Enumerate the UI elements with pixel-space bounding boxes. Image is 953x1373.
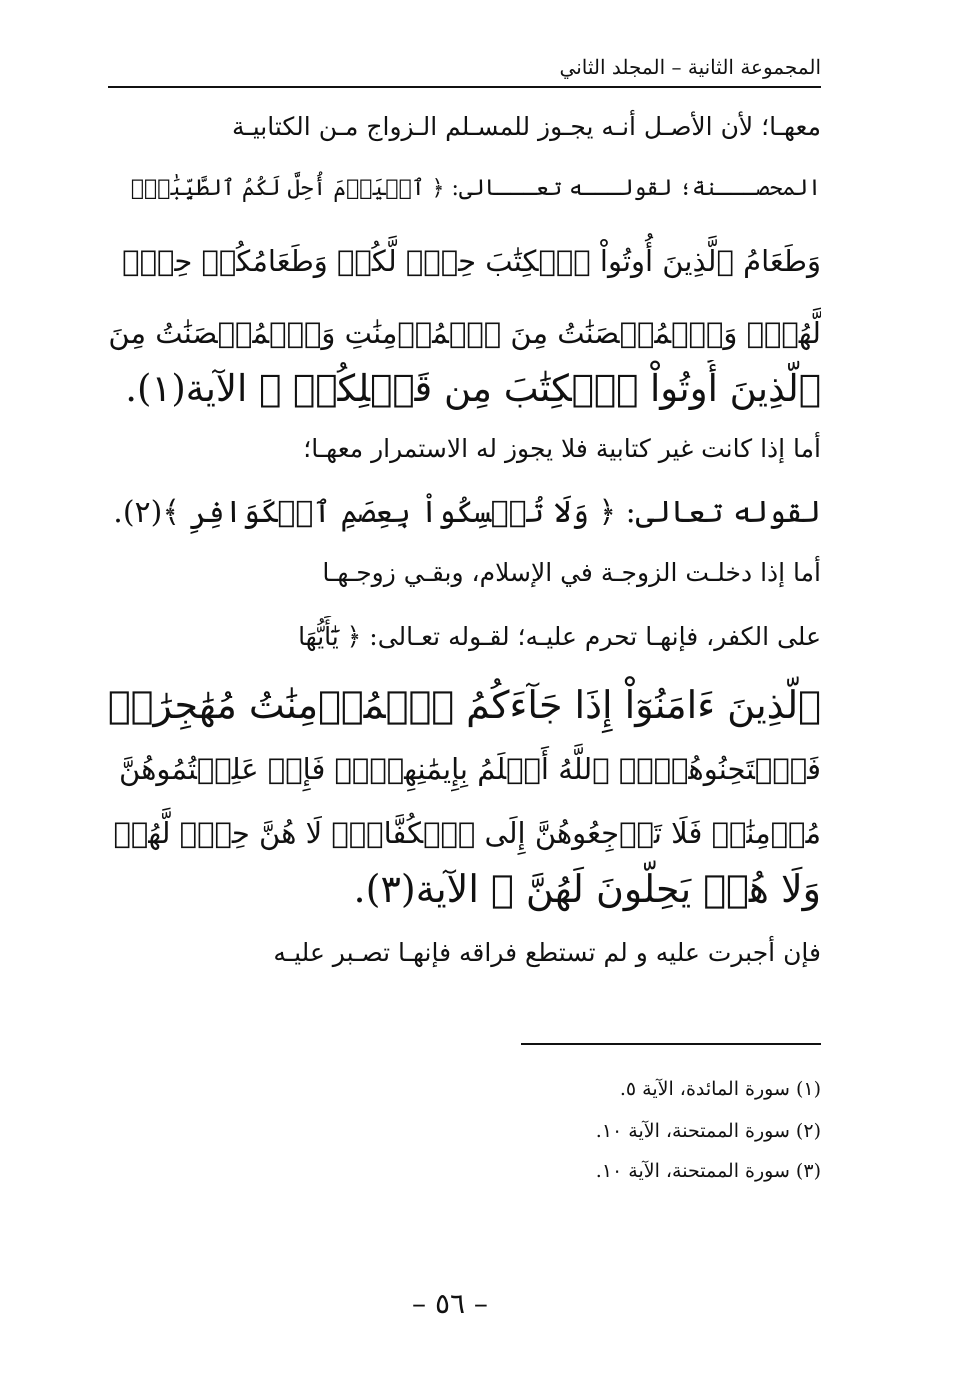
quran-line: وَلَا هُمۡ يَحِلُّونَ لَهُنَّ ﴾ الآية(٣). <box>353 867 821 911</box>
quran-line: المحصـــنة؛ لقولـــه تعـــالى: ﴿ ٱلۡيَوۡمَ أُحِلَّ لَكُمُ ٱلطَّيِّبَٰتُۖ <box>130 176 821 201</box>
text-line: أما إذا دخلـت الزوجـة في الإسلام، وبقـي زوجـهـا <box>322 558 821 587</box>
footnote-separator <box>521 1043 821 1045</box>
text-line: أما إذا كانت غير كتابية فلا يجوز له الاستمرار معهـا؛ <box>303 434 821 463</box>
quran-line: وَطَعَامُ ٱلَّذِينَ أُوتُواْ ٱلۡكِتَٰبَ حِلّٞ لَّكُمۡ وَطَعَامُكُمۡ حِلّٞ <box>122 244 821 278</box>
text-line: على الكفر، فإنهـا تحرم عليـه؛ لقـوله تعـالى: ﴿ يَٰٓأَيُّهَا <box>298 622 821 651</box>
header-title: المجموعة الثانية – المجلد الثاني <box>559 55 821 79</box>
footnote: (٣) سورة الممتحنة، الآية ١٠. <box>595 1160 821 1182</box>
page-number: – ٥٦ – <box>412 1287 488 1320</box>
text-line: فإن أجبرت عليه و لم تستطع فراقه فإنهـا تصـبر عليـه <box>273 938 821 967</box>
running-header <box>108 52 821 88</box>
quran-line: ٱلَّذِينَ أُوتُواْ ٱلۡكِتَٰبَ مِن قَبۡلِكُمۡ ﴾ الآية(١). <box>125 367 821 410</box>
quran-line: لَّهُمۡۖ وَٱلۡمُحۡصَنَٰتُ مِنَ ٱلۡمُؤۡمِنَٰتِ وَٱلۡمُحۡصَنَٰتُ مِنَ <box>108 316 821 350</box>
quran-line: مُؤۡمِنَٰتٖ فَلَا تَرۡجِعُوهُنَّ إِلَى ٱلۡكُفَّارِۖ لَا هُنَّ حِلّٞ لَّهُمۡ <box>113 816 821 850</box>
text-line: معهـا؛ لأن الأصـل أنـه يجـوز للمسـلم الـزواج مـن الكتابيـة <box>231 112 821 141</box>
quran-line: فَٱمۡتَحِنُوهُنَّۖ ٱللَّهُ أَعۡلَمُ بِإِيمَٰنِهِنَّۖ فَإِنۡ عَلِمۡتُمُوهُنَّ <box>119 752 821 786</box>
quran-line: ٱلَّذِينَ ءَامَنُوٓاْ إِذَا جَآءَكُمُ ٱلۡمُؤۡمِنَٰتُ مُهَٰجِرَٰتٖ <box>108 683 821 727</box>
footnote: (٢) سورة الممتحنة، الآية ١٠. <box>595 1120 821 1142</box>
quran-line: لقوله تعالى: ﴿ وَلَا تُمۡسِكُواْ بِعِصَمِ ٱلۡكَوَافِرِ ﴾(٢). <box>113 495 821 530</box>
footnote: (١) سورة المائدة، الآية ٥. <box>619 1078 821 1100</box>
